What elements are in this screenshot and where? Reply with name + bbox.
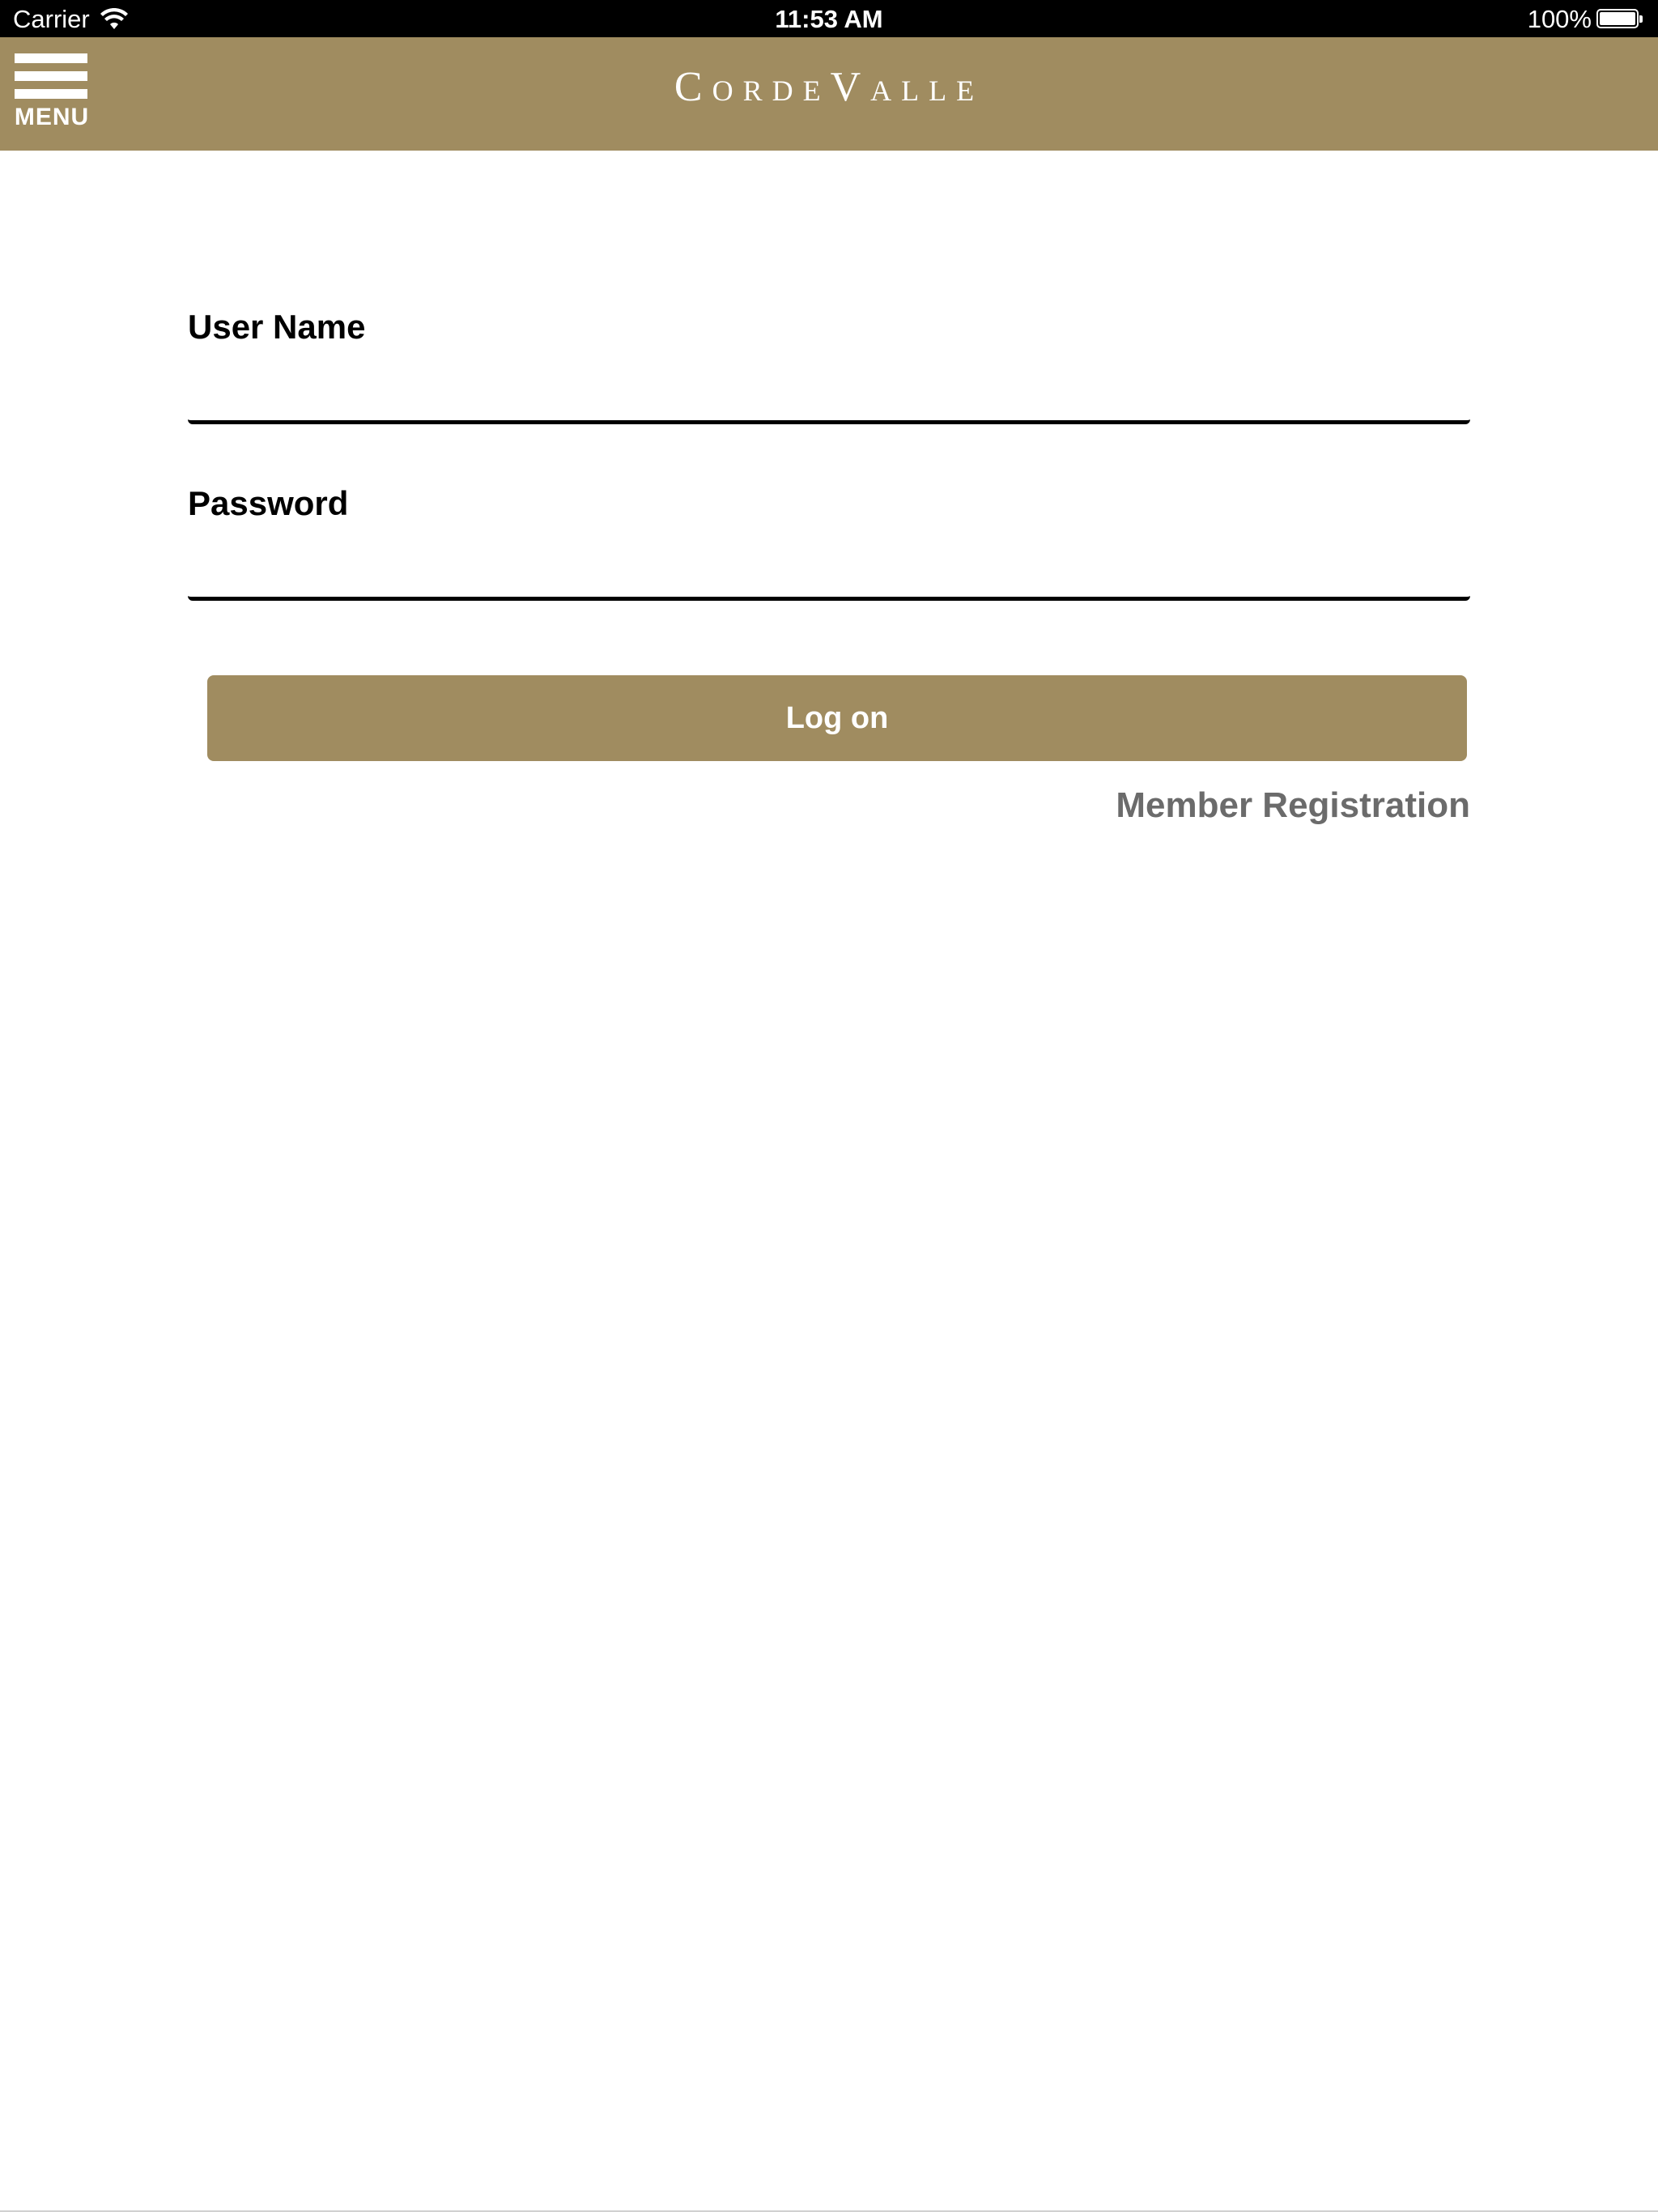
battery-indicator xyxy=(1528,5,1645,34)
password-input[interactable] xyxy=(188,523,1470,601)
cordevalle-logo: CordeValle xyxy=(674,64,984,110)
menu-label: MENU xyxy=(14,104,90,130)
battery-percent: 100% xyxy=(1527,5,1592,33)
logon-button[interactable]: Log on xyxy=(207,675,1467,761)
password-field-group xyxy=(188,484,1470,601)
battery-icon xyxy=(1596,9,1645,30)
username-input[interactable] xyxy=(188,347,1470,424)
member-registration-link[interactable]: Member Registration xyxy=(1116,785,1470,825)
carrier-label: Carrier xyxy=(13,5,90,33)
status-bar xyxy=(0,0,1658,37)
username-label: User Name xyxy=(188,308,366,346)
username-field-group xyxy=(188,308,1470,424)
nav-bar xyxy=(0,37,1658,151)
password-label: Password xyxy=(188,484,349,522)
status-time: 11:53 AM xyxy=(775,5,883,33)
